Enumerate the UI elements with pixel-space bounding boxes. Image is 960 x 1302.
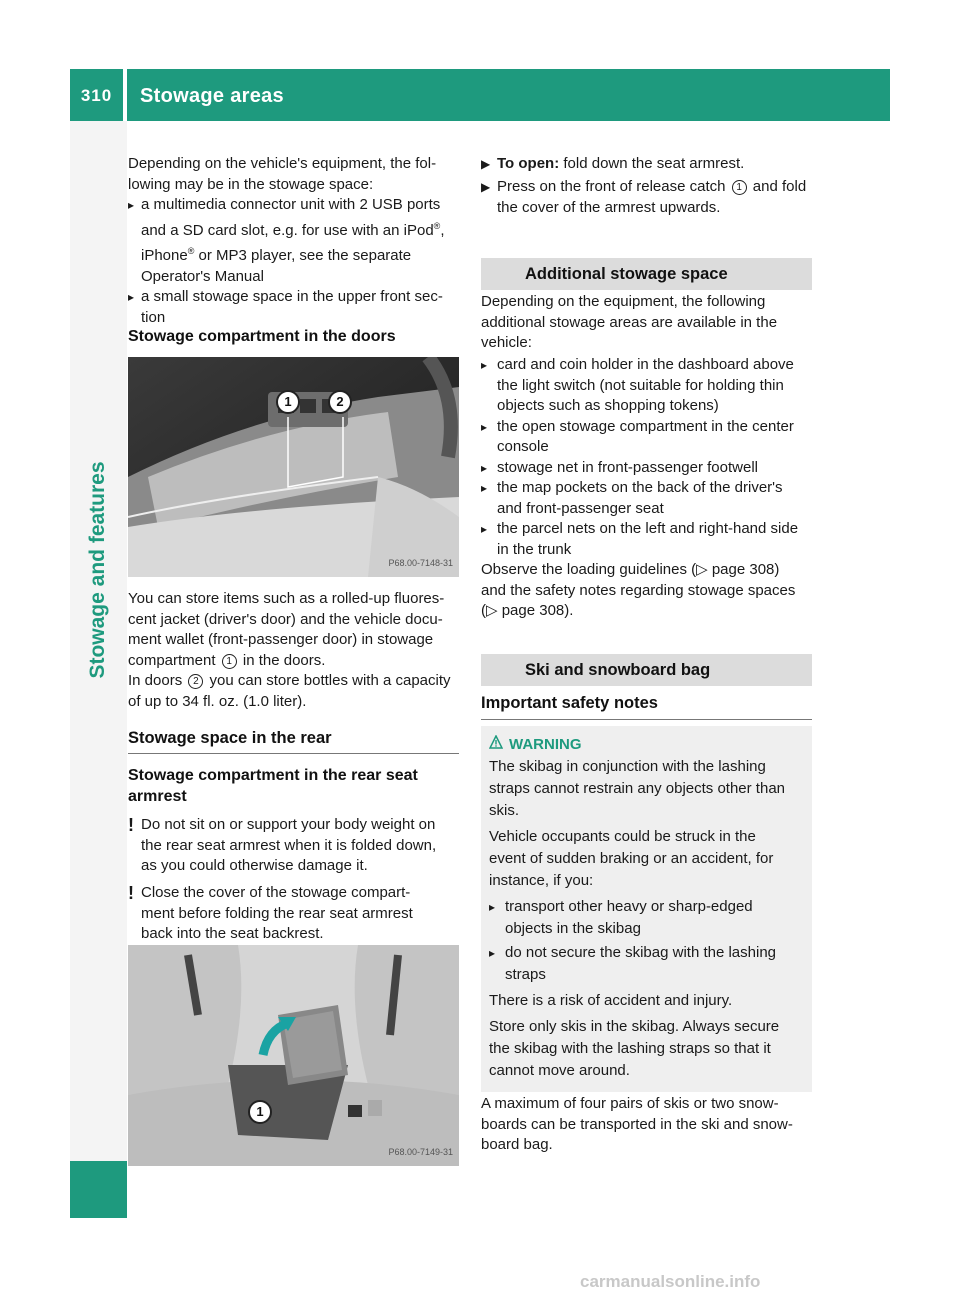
text-line: event of sudden braking or an accident, for (489, 850, 774, 867)
callout-1: 1 (248, 1100, 272, 1124)
chapter-title: Stowage areas (140, 85, 284, 107)
text-line: Vehicle occupants could be struck in the (489, 828, 756, 845)
armrest-heading (128, 765, 459, 807)
warning-triangle-icon (489, 734, 503, 756)
bullet-icon: ▸ (489, 900, 496, 914)
registered-mark: ® (187, 246, 195, 256)
warning-paragraph: There is a risk of accident and injury. (489, 992, 733, 1009)
bullet-icon: ▸ (481, 481, 488, 495)
bullet-icon: ▸ (481, 419, 488, 434)
text-line: a small stowage space in the upper front sec- (141, 288, 443, 305)
safety-heading: Important safety notes (481, 692, 812, 720)
text-line: and a SD card slot, e.g. for use with an iPod (141, 221, 434, 239)
text-line: Depending on the vehicle's equipment, the fol- (128, 155, 437, 172)
text-line: and front-passenger seat (497, 499, 664, 517)
text-line: in the trunk (497, 540, 572, 558)
watermark: carmanualsonline.info (580, 1272, 761, 1291)
text-line: tion (141, 308, 166, 326)
text-line: back into the seat backrest. (141, 925, 324, 942)
list-item (481, 519, 812, 560)
figure-code: P68.00-7148-31 (388, 557, 453, 568)
warning-paragraph (489, 1016, 804, 1082)
header-separator (123, 69, 127, 121)
bullet-icon: ▸ (481, 460, 488, 475)
text-line: the parcel nets on the left and right-hand side (497, 520, 799, 537)
intro-bullets (128, 195, 459, 328)
text-line: Do not sit on or support your body weight on (141, 816, 436, 833)
warning-label: WARNING (509, 736, 582, 753)
rear-heading: Stowage space in the rear (128, 727, 459, 754)
text-line: straps (505, 966, 546, 983)
armrest-illustration (128, 945, 459, 1166)
list-item (481, 355, 812, 417)
text-line: the light switch (not suitable for holding thin (497, 376, 784, 394)
text-line: objects in the skibag (505, 920, 641, 937)
text-line: stowage net in front-passenger footwell (497, 458, 758, 476)
additional-heading: Additional stowage space (481, 258, 812, 290)
door-compartment-photo (128, 357, 459, 577)
text-line: boards can be transported in the ski and snow- (481, 1115, 793, 1133)
step-open (481, 154, 812, 175)
callout-1: 1 (276, 390, 300, 414)
bullet-icon: ▸ (489, 946, 496, 960)
additional-paragraph (481, 292, 812, 354)
final-paragraph (481, 1094, 812, 1156)
text-line: in the doors. (238, 651, 326, 669)
list-item (481, 417, 812, 458)
text-line: a multimedia connector unit with 2 USB ports (141, 196, 441, 213)
arrow-icon: ▶ (481, 157, 491, 171)
text-line: as you could otherwise damage it. (141, 857, 368, 874)
step-label: To open: (497, 155, 560, 172)
text-line: vehicle: (481, 334, 532, 351)
text-line: ment wallet (front-passenger door) in stowage (128, 631, 434, 648)
text-line: and the safety notes regarding stowage spaces (481, 581, 796, 599)
door-illustration (128, 357, 459, 577)
text-line: (▷ page 308). (481, 602, 574, 619)
text-line: Stowage compartment in the rear seat (128, 767, 418, 784)
side-tab-marker (70, 1161, 127, 1218)
text-line: console (497, 438, 549, 455)
text-line: lowing may be in the stowage space: (128, 175, 374, 193)
text-line: board bag. (481, 1136, 553, 1153)
text-line: Operator's Manual (141, 267, 264, 285)
text-line: card and coin holder in the dashboard above (497, 356, 794, 373)
text-line: ment before folding the rear seat armrest (141, 904, 413, 922)
list-item: ▸ a multimedia connector unit with 2 USB ports and a SD card slot, e.g. for use with an iPod®, iPhone® or MP3 player, see the separate Operator's Manual (128, 195, 459, 287)
list-item (489, 896, 804, 940)
text-line: the rear seat armrest when it is folded down, (141, 836, 437, 854)
caution-note-1 (128, 815, 459, 877)
callout-ref-2: 2 (188, 674, 203, 689)
warning-box (481, 726, 812, 1092)
text-line: do not secure the skibag with the lashing (505, 944, 777, 961)
warning-paragraph (489, 826, 804, 892)
text-line: the open stowage compartment in the center (497, 417, 794, 435)
text-line: Close the cover of the stowage compart- (141, 884, 411, 901)
text-line: the cover of the armrest upwards. (497, 198, 721, 216)
text-line: cannot move around. (489, 1062, 630, 1079)
exclamation-icon: ! (128, 815, 134, 835)
side-tab-label: Stowage and features (86, 461, 109, 679)
list-item (481, 458, 812, 479)
exclamation-icon: ! (128, 883, 134, 903)
list-item (489, 942, 804, 986)
doors-heading: Stowage compartment in the doors (128, 328, 396, 345)
text-line: Depending on the equipment, the following (481, 293, 766, 310)
figure-code: P68.00-7149-31 (388, 1146, 453, 1157)
text-line: straps cannot restrain any objects other than (489, 780, 786, 797)
list-item (128, 287, 459, 328)
observe-paragraph (481, 560, 812, 622)
callout-ref-1: 1 (222, 654, 237, 669)
doors-paragraph-2 (128, 671, 459, 712)
text-line: of up to 34 fl. oz. (1.0 liter). (128, 692, 307, 710)
text-line: fold down the seat armrest. (559, 155, 745, 172)
text-line: armrest (128, 788, 187, 805)
text-line: the skibag with the lashing straps so that it (489, 1040, 771, 1057)
text-line: objects such as shopping tokens) (497, 397, 719, 414)
caution-note-2 (128, 883, 459, 945)
page-number: 310 (80, 86, 113, 105)
text-line: you can store bottles with a capacity (205, 672, 451, 689)
bullet-icon: ▸ (128, 290, 135, 304)
text-line: Store only skis in the skibag. Always secure (489, 1018, 780, 1035)
text-line: compartment (128, 651, 220, 669)
arrow-icon: ▶ (481, 180, 491, 194)
warning-title (489, 734, 804, 756)
rear-armrest-photo (128, 945, 459, 1166)
bullet-icon: ▸ (481, 358, 488, 372)
text-line: or MP3 player, see the separate (194, 247, 412, 264)
text-line: The skibag in conjunction with the lashing (489, 758, 766, 775)
warning-paragraph (489, 756, 804, 822)
step-press (481, 177, 812, 218)
text-line: In doors (128, 672, 187, 689)
text-line: and fold (748, 178, 807, 195)
text-line: A maximum of four pairs of skis or two snow- (481, 1095, 779, 1112)
text-line: skis. (489, 802, 519, 819)
intro-paragraph (128, 154, 459, 195)
text-line: You can store items such as a rolled-up fluores- (128, 590, 445, 607)
text-line: instance, if you: (489, 872, 594, 889)
ski-heading: Ski and snowboard bag (481, 654, 812, 686)
text-line: cent jacket (driver's door) and the vehicle docu- (128, 610, 443, 628)
doors-paragraph-1 (128, 589, 459, 671)
text-line: additional stowage areas are available in the (481, 313, 778, 331)
text-line: transport other heavy or sharp-edged (505, 898, 753, 915)
text-line: Observe the loading guidelines (▷ page 308) (481, 561, 780, 578)
callout-ref-1: 1 (732, 180, 747, 195)
registered-mark: ® (433, 220, 441, 231)
list-item (481, 478, 812, 519)
text-line: iPhone (141, 247, 188, 264)
text-line: the map pockets on the back of the driver's (497, 479, 783, 496)
additional-bullets (481, 355, 812, 560)
bullet-icon: ▸ (481, 522, 488, 536)
callout-2: 2 (328, 390, 352, 414)
bullet-icon: ▸ (128, 198, 135, 212)
text-line: Press on the front of release catch (497, 178, 730, 195)
